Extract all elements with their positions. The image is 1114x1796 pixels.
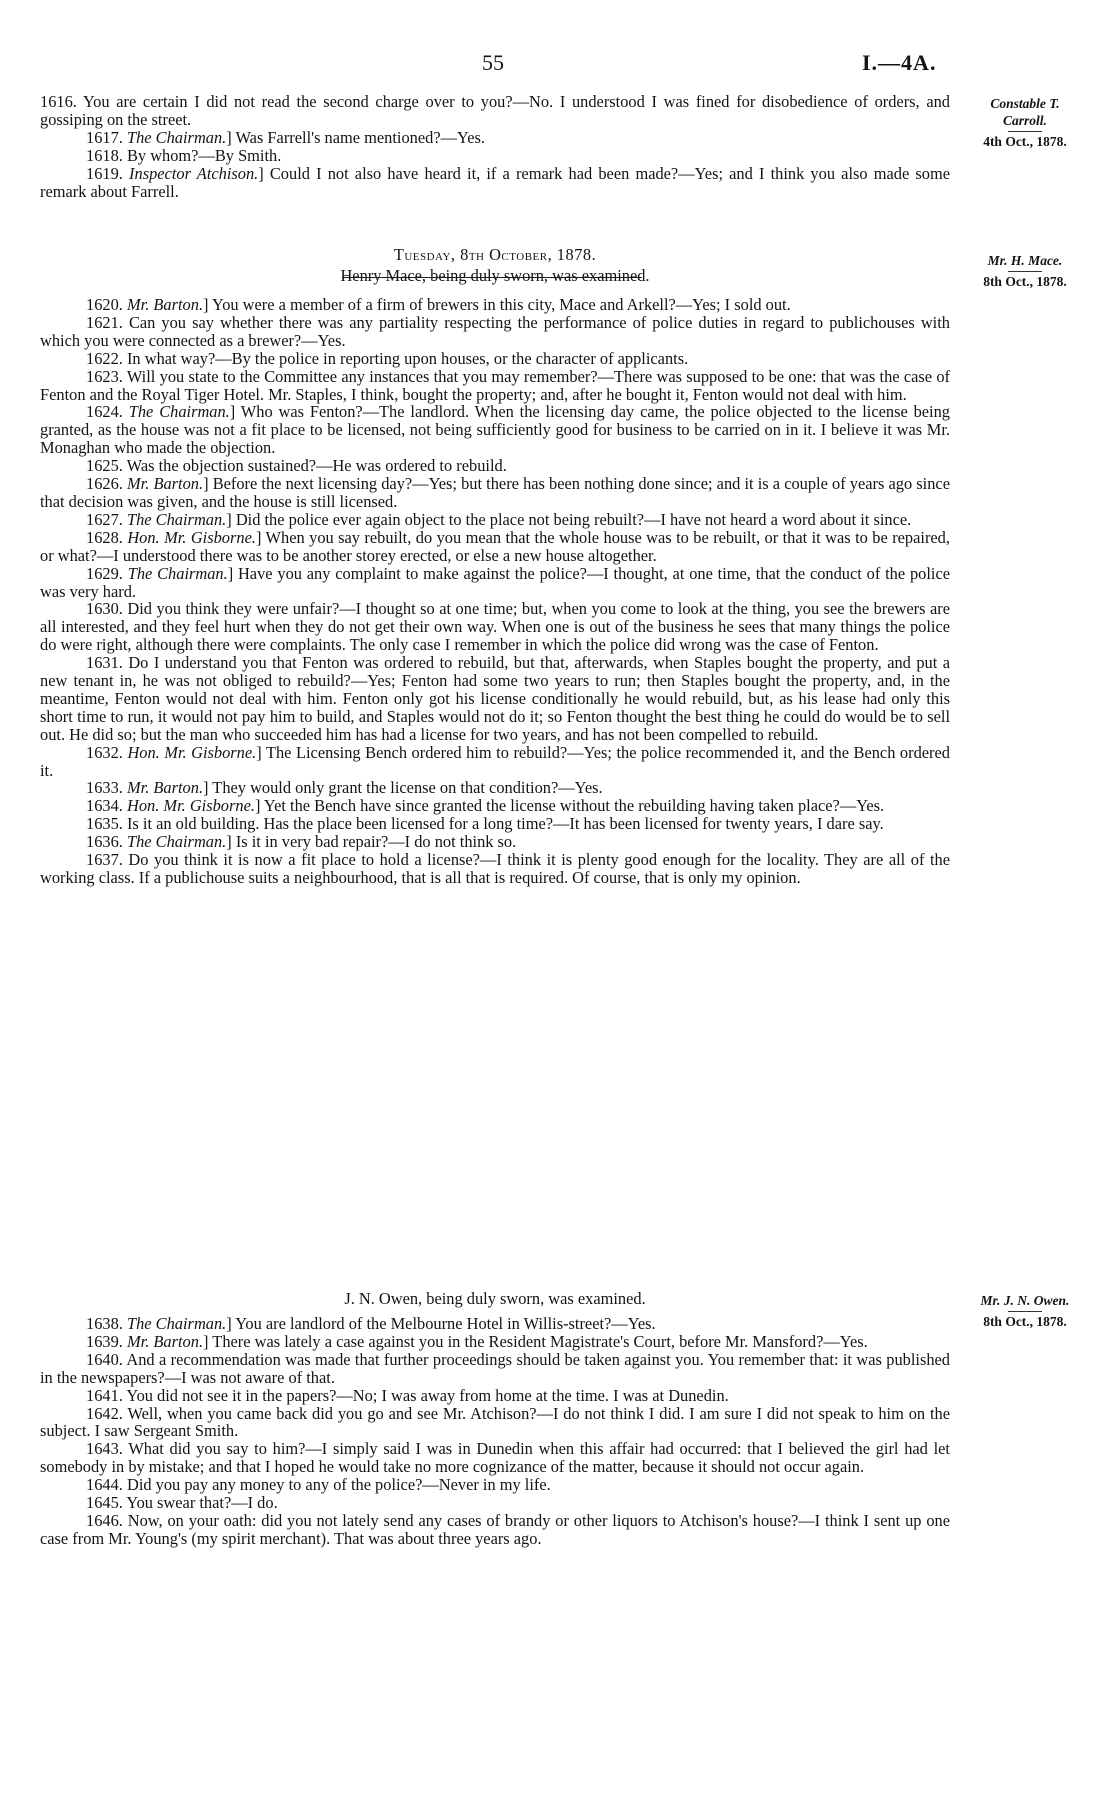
testimony-block-owen	[40, 1315, 950, 1548]
question-1619: 1619. Inspector Atchison.] Could I not also have heard it, if a remark had been made?—Yes; and I think you also made some remark about Farrell.	[40, 163, 950, 201]
question-1637: 1637. Do you think it is now a fit place to hold a license?—I think it is plenty good enough for the locality. They are all of the working class. If a publichouse suits a neighbourhood, that is all that is required. Of course, that is only my opinion.	[40, 850, 950, 887]
question-1622: 1622. In what way?—By the police in reporting upon houses, or the character of applicants.	[86, 348, 689, 368]
question-1636: 1636. The Chairman.] Is it in very bad repair?—I do not think so.	[86, 832, 517, 852]
question-1646: 1646. Now, on your oath: did you not lately send any cases of brandy or other liquors to Atchison's house?—I think I sent up one case from Mr. Young's (my spirit merchant). That was about three years ago.	[40, 1510, 950, 1548]
page-number: 55	[482, 50, 504, 75]
sidenote-rule	[1008, 1311, 1042, 1312]
witness-date: 4th Oct., 1878.	[983, 134, 1067, 149]
sidenote-rule	[1008, 271, 1042, 272]
question-1624: 1624. The Chairman.] Who was Fenton?—The landlord. When the licensing day came, the police objected to the license being granted, as the house was not a fit place to be licensed, not being sufficiently good for business to be carried on in it. I believe it was Mr. Monaghan who made the objection.	[40, 402, 951, 458]
question-1643: 1643. What did you say to him?—I simply said I was in Dunedin when this affair had occurred: that I believed the girl had let somebody in by mistake; and that I hoped he would take no more cognizance of the matter, because it should not occur again.	[40, 1439, 950, 1477]
question-1641: 1641. You did not see it in the papers?—No; I was away from home at the time. I was at Dunedin.	[86, 1385, 729, 1405]
document-reference: I.—4A.	[862, 50, 937, 75]
question-1616: 1616. You are certain I did not read the second charge over to you?—No. I understood I was fined for disobedience of orders, and gossiping on the street.	[40, 92, 950, 129]
question-1627: 1627. The Chairman.] Did the police ever again object to the place not being rebuilt?—I have not heard a word about it since.	[86, 509, 912, 529]
question-1633: 1633. Mr. Barton.] They would only grant the license on that condition?—Yes.	[86, 778, 603, 798]
testimony-block-carroll	[40, 93, 950, 200]
question-1623: 1623. Will you state to the Committee any instances that you may remember?—There was supposed to be one: that was the case of Fenton and the Royal Tiger Hotel. Mr. Staples, I think, bought the property; and, after he bought it, Fenton would not deal with him.	[40, 366, 950, 404]
witness-date: 8th Oct., 1878.	[983, 274, 1067, 289]
sidenote-owen	[960, 1292, 1090, 1330]
question-1645: 1645. You swear that?—I do.	[86, 1493, 278, 1513]
question-1644: 1644. Did you pay any money to any of the police?—Never in my life.	[86, 1475, 551, 1495]
section-heading-mace	[40, 246, 950, 285]
question-1629: 1629. The Chairman.] Have you any complaint to make against the police?—I thought, at one time, that the conduct of the police was very hard.	[40, 563, 950, 601]
question-1632: 1632. Hon. Mr. Gisborne.] The Licensing Bench ordered him to rebuild?—Yes; the police recommended it, and the Bench ordered it.	[40, 742, 950, 780]
question-1638: 1638. The Chairman.] You are landlord of the Melbourne Hotel in Willis-street?—Yes.	[86, 1314, 656, 1333]
question-1642: 1642. Well, when you came back did you go and see Mr. Atchison?—I do not think I did. I am sure I did not speak to him on the subject. I saw Sergeant Smith.	[40, 1403, 950, 1441]
question-1635: 1635. Is it an old building. Has the place been licensed for a long time?—It has been licensed for twenty years, I dare say.	[86, 814, 884, 834]
question-1640: 1640. And a recommendation was made that further proceedings should be taken against you. You remember that: it was published in the newspapers?—I was not aware of that.	[40, 1349, 950, 1387]
page-header	[0, 50, 1114, 80]
witness-heading: J. N. Owen, being duly sworn, was examined.	[344, 1289, 646, 1308]
question-1617: 1617. The Chairman.] Was Farrell's name mentioned?—Yes.	[86, 127, 485, 147]
question-1631: 1631. Do I understand you that Fenton was ordered to rebuild, but that, afterwards, when Staples bought the property, and put a new tenant in, he was not obliged to rebuild?—Yes; Fenton had some two years to run; then Staples bought the property, and, in the meantime, Fenton would not deal with him. Fenton only got his license conditionally he would rebuild, but, as his lease had only this short time to run, it would not pay him to build, and Staples would not do it; so Fenton thought the best thing he could do would be to sell out. He did so; but the man who succeeded him has had a license for two years, and has not been compelled to rebuild.	[40, 653, 950, 744]
question-1634: 1634. Hon. Mr. Gisborne.] Yet the Bench have since granted the license without the rebuilding having taken place?—Yes.	[86, 796, 885, 816]
question-1620: 1620. Mr. Barton.] You were a member of a firm of brewers in this city, Mace and Arkell?—Yes; I sold out.	[86, 295, 791, 314]
witness-heading: Henry Mace, being duly sworn, was examined.	[340, 265, 650, 285]
question-1630: 1630. Did you think they were unfair?—I thought so at one time; but, when you come to look at the thing, you see the brewers are all interested, and they feel hurt when they do not get their own way. When one is out of the business he sees that many things the police do were right, although there were complaints. The only case I remember in which the police did wrong was the case of Fenton.	[40, 599, 950, 655]
date-heading: Tuesday, 8th October, 1878.	[393, 245, 597, 264]
sidenote-carroll	[960, 95, 1090, 150]
question-1628: 1628. Hon. Mr. Gisborne.] When you say rebuilt, do you mean that the whole house was to be rebuilt, or that it was to be repaired, or what?—I understood there was to be another storey erected, or else a new house altogether.	[40, 527, 950, 565]
section-heading-owen	[40, 1290, 950, 1308]
question-1639: 1639. Mr. Barton.] There was lately a case against you in the Resident Magistrate's Court, before Mr. Mansford?—Yes.	[86, 1331, 868, 1351]
witness-name: Mr. H. Mace.	[987, 253, 1063, 268]
question-1625: 1625. Was the objection sustained?—He was ordered to rebuild.	[86, 456, 507, 476]
testimony-block-mace	[40, 296, 950, 887]
witness-name: Constable T. Carroll.	[990, 96, 1060, 128]
question-1621: 1621. Can you say whether there was any partiality respecting the performance of police duties in regard to publichouses with which you were connected as a brewer?—Yes.	[40, 312, 950, 350]
witness-date: 8th Oct., 1878.	[983, 1314, 1067, 1329]
sidenote-rule	[1008, 131, 1042, 132]
sidenote-mace	[960, 252, 1090, 290]
question-1626: 1626. Mr. Barton.] Before the next licensing day?—Yes; but there has been nothing done since; and it is a couple of years ago since that decision was given, and the house is still licensed.	[40, 474, 950, 511]
witness-name: Mr. J. N. Owen.	[980, 1293, 1070, 1308]
question-1618: 1618. By whom?—By Smith.	[86, 145, 282, 165]
